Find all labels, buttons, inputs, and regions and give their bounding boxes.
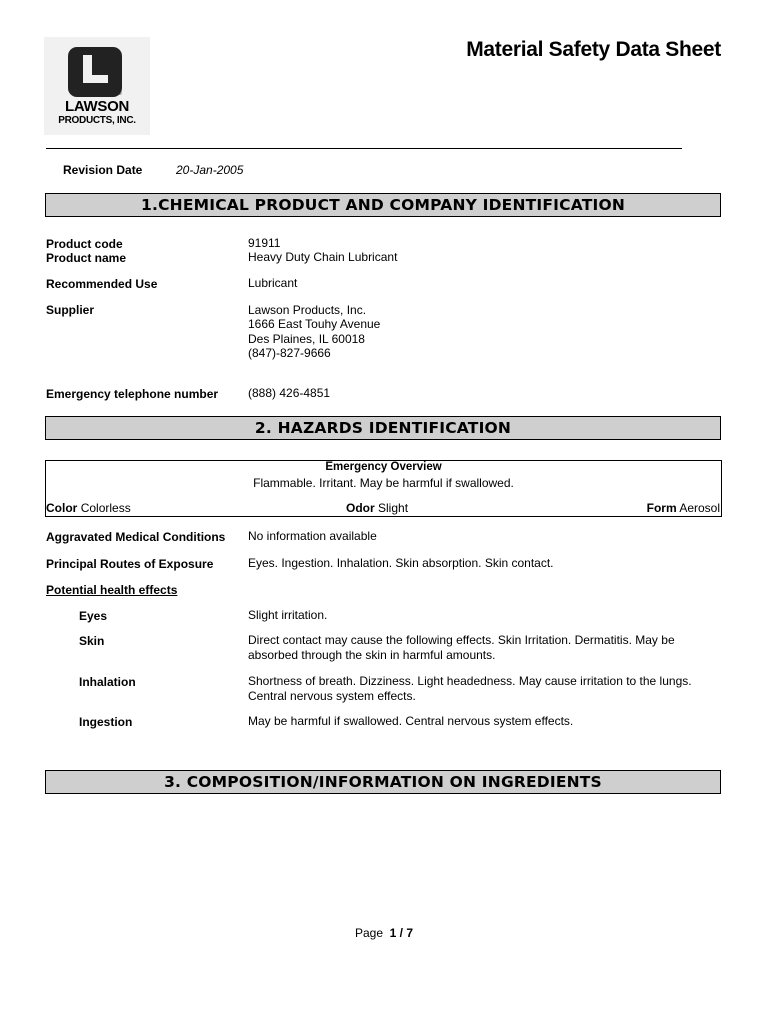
- document-title: Material Safety Data Sheet: [466, 38, 721, 61]
- emergency-overview-text: Flammable. Irritant. May be harmful if swallowed.: [253, 476, 514, 490]
- inhalation-label: Inhalation: [79, 675, 136, 689]
- logo-text-lawson: LAWSON: [64, 98, 130, 115]
- supplier-label: Supplier: [46, 303, 95, 317]
- section-2-heading: 2. HAZARDS IDENTIFICATION: [45, 416, 721, 440]
- aggravated-conditions-value: No information available: [248, 529, 377, 543]
- emergency-phone-value: (888) 426-4851: [248, 386, 331, 400]
- skin-value: Direct contact may cause the following effects. Skin Irritation. Dermatitis. May be absorbed through the skin in harmful amounts.: [248, 633, 675, 662]
- section-3-heading: 3. COMPOSITION/INFORMATION ON INGREDIENTS: [45, 770, 721, 794]
- product-name-label: Product name: [46, 251, 127, 265]
- routes-of-exposure-label: Principal Routes of Exposure: [46, 557, 214, 571]
- aggravated-conditions-label: Aggravated Medical Conditions: [46, 530, 226, 544]
- revision-date-value: 20-Jan-2005: [176, 163, 244, 177]
- revision-date-label: Revision Date: [63, 163, 143, 177]
- eyes-value: Slight irritation.: [248, 608, 328, 622]
- emergency-overview-title: Emergency Overview: [325, 461, 442, 473]
- company-logo: [44, 37, 150, 135]
- lawson-logo-icon: [68, 47, 122, 97]
- header-divider: [46, 148, 682, 149]
- recommended-use-value: Lubricant: [248, 276, 298, 290]
- eyes-label: Eyes: [79, 609, 108, 623]
- ingestion-label: Ingestion: [79, 715, 133, 729]
- inhalation-value: Shortness of breath. Dizziness. Light headedness. May cause irritation to the lungs. Central nervous system effects.: [248, 674, 692, 703]
- recommended-use-label: Recommended Use: [46, 277, 158, 291]
- routes-of-exposure-value: Eyes. Ingestion. Inhalation. Skin absorption. Skin contact.: [248, 556, 554, 570]
- supplier-line: 1666 East Touhy Avenue: [248, 317, 381, 331]
- product-name-value: Heavy Duty Chain Lubricant: [248, 250, 398, 264]
- logo-text-products: PRODUCTS, INC.: [58, 115, 136, 126]
- emergency-phone-label: Emergency telephone number: [46, 387, 219, 401]
- skin-label: Skin: [79, 634, 105, 648]
- supplier-line: Des Plaines, IL 60018: [248, 332, 365, 346]
- overview-odor: Odor Slight: [346, 501, 409, 515]
- svg-text:®: ®: [118, 91, 122, 97]
- section-1-heading: 1.CHEMICAL PRODUCT AND COMPANY IDENTIFICATION: [45, 193, 721, 217]
- ingestion-value: May be harmful if swallowed. Central nervous system effects.: [248, 714, 574, 728]
- overview-color: Color Colorless: [46, 501, 131, 515]
- supplier-line: Lawson Products, Inc.: [248, 303, 367, 317]
- emergency-overview-box: [45, 460, 722, 517]
- overview-form: Form Aerosol: [646, 501, 720, 515]
- product-code-value: 91911: [248, 236, 281, 250]
- supplier-line: (847)-827-9666: [248, 346, 331, 360]
- product-code-label: Product code: [46, 237, 123, 251]
- page-number: Page 1 / 7: [354, 926, 414, 940]
- health-effects-heading: Potential health effects: [46, 583, 178, 597]
